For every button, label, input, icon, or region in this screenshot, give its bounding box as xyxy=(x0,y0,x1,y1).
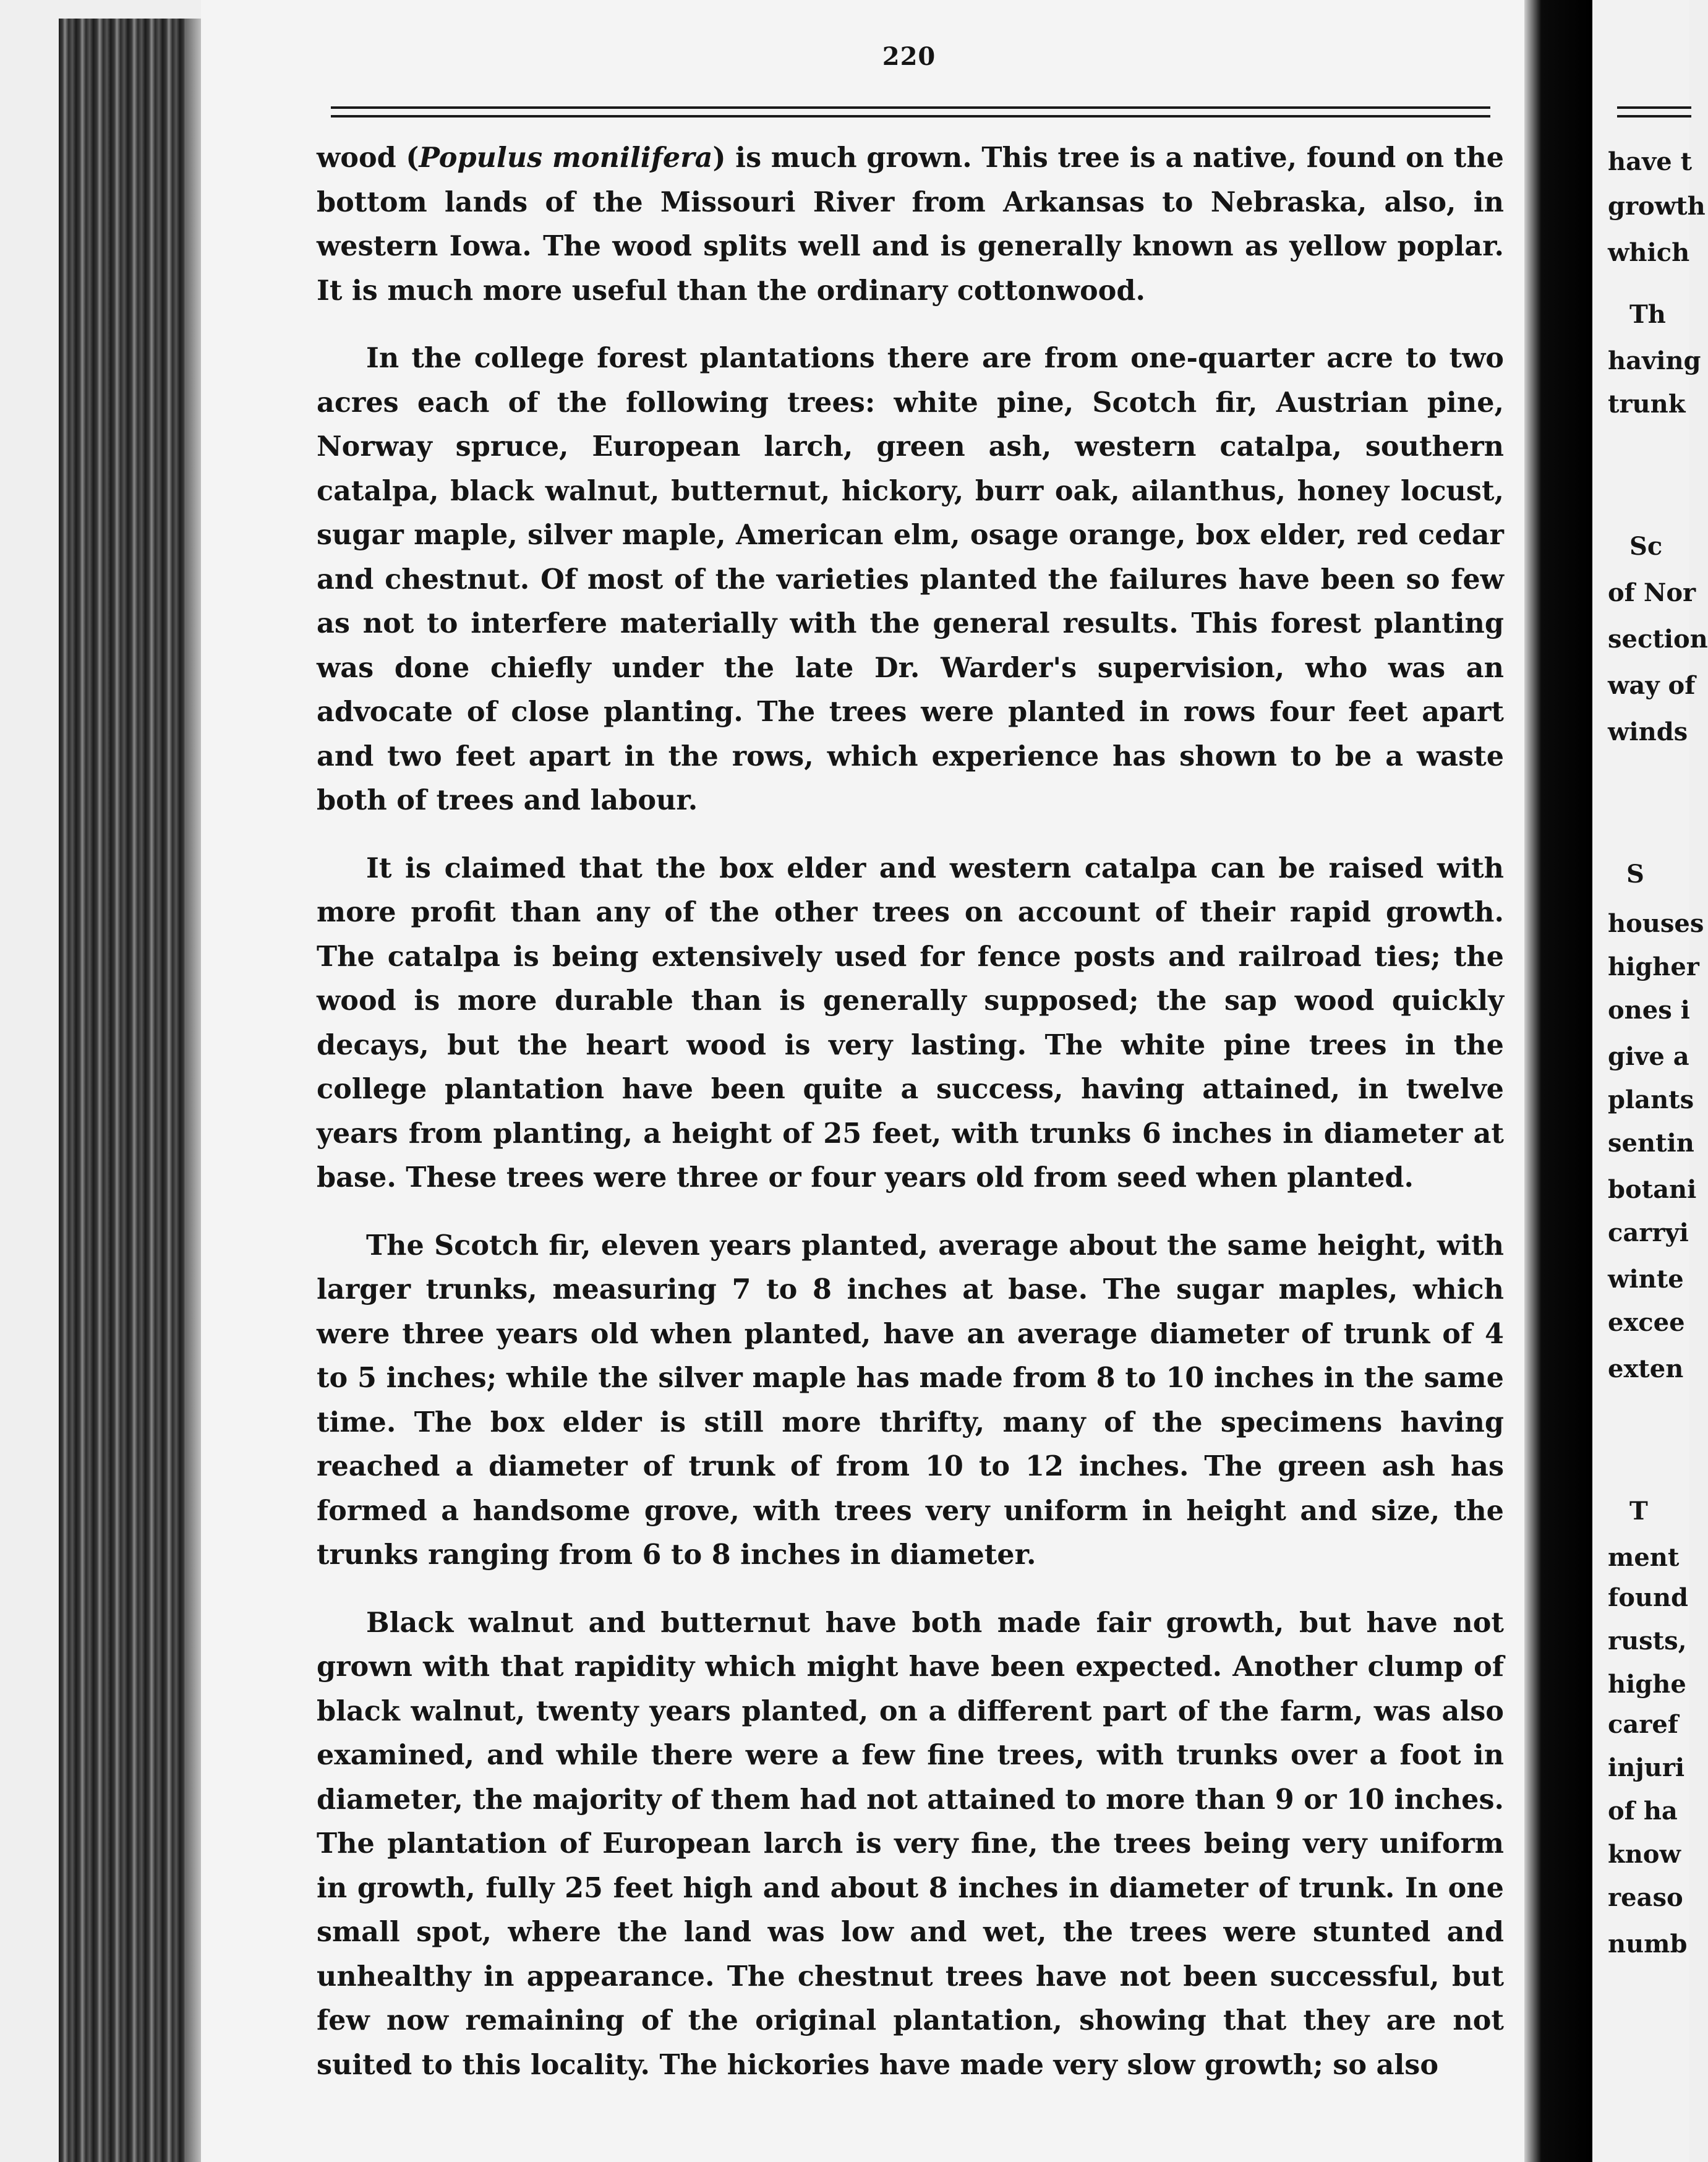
adjacent-page-fragment: section xyxy=(1608,625,1708,654)
adjacent-page-fragment: ment xyxy=(1608,1543,1680,1572)
paragraph-2: In the college forest plantations there are from one-quarter acre to two acres each of the following trees: white pine, Scotch fir, Austrian pine, Norway spruce, European larch, green ash, western catalpa, southern catalpa, black walnut, butternut, hickory, burr oak, ailanthus, honey locust, sugar maple, silver maple, American elm, osage orange, box elder, red cedar and chestnut. Of most of the varieties planted the failures have been so few as not to interfere materially with the general results. This forest planting was done chiefly under the late Dr. Warder's supervision, who was an advocate of close planting. The trees were planted in rows four feet apart and two feet apart in the rows, which experience has shown to be a waste both of trees and labour. xyxy=(317,342,1504,816)
adjacent-header-rule xyxy=(1617,106,1691,118)
paragraph-3: It is claimed that the box elder and western catalpa can be raised with more profit than any of the other trees on account of their rapid growth. The catalpa is being extensively used for fence posts and railroad ties; the wood is more durable than is generally supposed; the sap wood quickly decays, but the heart wood is very lasting. The white pine trees in the college plantation have been quite a success, having attained, in twelve years from planting, a height of 25 feet, with trunks 6 inches in diameter at base. These trees were three or four years old from seed when planted. xyxy=(317,852,1504,1194)
adjacent-page-fragment: excee xyxy=(1608,1308,1685,1337)
adjacent-page-fragment: numb xyxy=(1608,1929,1688,1959)
adjacent-page-fragment: T xyxy=(1629,1497,1648,1526)
adjacent-page-fragment: sentin xyxy=(1608,1129,1694,1158)
adjacent-page-fragment: of ha xyxy=(1608,1797,1678,1826)
adjacent-page-fragment: Th xyxy=(1629,300,1666,329)
header-rule xyxy=(331,106,1490,118)
adjacent-page-fragment: houses xyxy=(1608,909,1704,938)
adjacent-page-fragment: found xyxy=(1608,1583,1689,1612)
adjacent-page-fragment: caref xyxy=(1608,1710,1679,1739)
book-gutter xyxy=(1524,0,1592,2162)
adjacent-page-fragment: winds xyxy=(1608,717,1688,746)
adjacent-page-fragment: which xyxy=(1608,238,1690,267)
paragraph-1 xyxy=(317,136,1504,313)
adjacent-page xyxy=(1592,0,1708,2162)
adjacent-page-fragment: growth xyxy=(1608,192,1706,221)
latin-name: Populus monilifera xyxy=(419,142,713,174)
paragraph-4: The Scotch fir, eleven years planted, average about the same height, with larger trunks, measuring 7 to 8 inches at base. The sugar maples, which were three years old when planted, have an average diameter of trunk of 4 to 5 inches; while the silver maple has made from 8 to 10 inches in the same time. The box elder is still more thrifty, many of the specimens having reached a diameter of trunk of from 10 to 12 inches. The green ash has formed a handsome grove, with trees very uniform in height and size, the trunks ranging from 6 to 8 inches in diameter. xyxy=(317,1229,1504,1571)
book-binding xyxy=(59,19,192,2162)
adjacent-page-fragment: plants xyxy=(1608,1085,1694,1114)
adjacent-page-fragment: ones i xyxy=(1608,996,1690,1025)
adjacent-page-fragment: rusts, xyxy=(1608,1626,1687,1656)
paragraph-1-pre: wood ( xyxy=(317,142,419,174)
adjacent-page-fragment: winte xyxy=(1608,1265,1684,1294)
adjacent-page-fragment: injuri xyxy=(1608,1753,1685,1782)
adjacent-page-fragment: exten xyxy=(1608,1354,1684,1383)
adjacent-page-fragment: know xyxy=(1608,1840,1681,1869)
adjacent-page-fragment: Sc xyxy=(1629,532,1663,561)
adjacent-page-fragment: S xyxy=(1626,860,1644,889)
adjacent-page-fragment: way of xyxy=(1608,671,1696,700)
adjacent-page-fragment: have t xyxy=(1608,147,1693,176)
page-body xyxy=(317,136,1504,2111)
page-number: 220 xyxy=(882,42,936,71)
paragraph-1-post: ) is much grown. This tree is a native, found on the bottom lands of the Missouri River from Arkansas to Nebraska, also, in western Iowa. The wood splits well and is generally known as yellow poplar. It is much more useful than the ordinary cottonwood. xyxy=(317,142,1504,307)
adjacent-page-fragment: of Nor xyxy=(1608,578,1696,607)
adjacent-page-fragment: trunk xyxy=(1608,390,1686,419)
adjacent-page-fragment: highe xyxy=(1608,1670,1686,1699)
adjacent-page-fragment: having xyxy=(1608,346,1701,375)
paragraph-5: Black walnut and butternut have both made fair growth, but have not grown with that rapidity which might have been expected. Another clump of black walnut, twenty years planted, on a different part of the farm, was also examined, and while there were a few fine trees, with trunks over a foot in diameter, the majority of them had not attained to more than 9 or 10 inches. The plantation of European larch is very fine, the trees being very uniform in growth, fully 25 feet high and about 8 inches in diameter of trunk. In one small spot, where the land was low and wet, the trees were stunted and unhealthy in appearance. The chestnut trees have not been successful, but few now remaining of the original plantation, showing that they are not suited to this locality. The hickories have made very slow growth; so also xyxy=(317,1606,1504,2081)
adjacent-page-fragment: botani xyxy=(1608,1175,1697,1204)
adjacent-page-fragment: give a xyxy=(1608,1042,1689,1071)
adjacent-page-fragment: carryi xyxy=(1608,1218,1689,1247)
adjacent-page-fragment: higher xyxy=(1608,952,1699,981)
adjacent-page-fragment: reaso xyxy=(1608,1883,1683,1912)
